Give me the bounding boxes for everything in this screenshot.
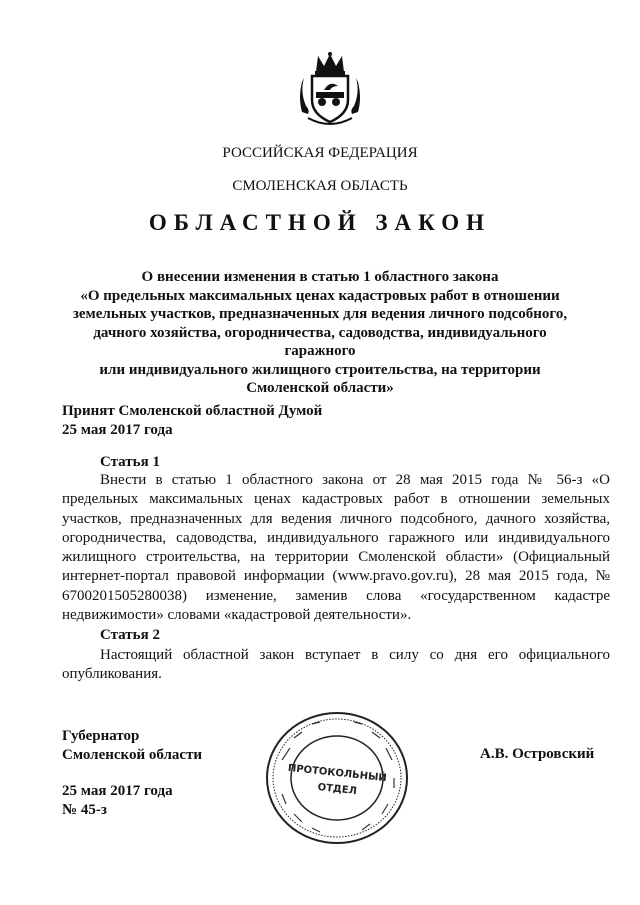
law-title-line: или индивидуального жилищного строительства, на территории: [99, 361, 541, 378]
law-title-line: земельных участков, предназначенных для ведения личного подсобного,: [72, 306, 568, 322]
region-name: СМОЛЕНСКАЯ ОБЛАСТЬ: [232, 178, 408, 194]
law-title-line: «О предельных максимальных ценах кадастровых работ в отношении: [80, 287, 560, 304]
coat-of-arms-icon: [296, 52, 364, 128]
article-1-text: [62, 471, 610, 625]
law-title-line: О внесении изменения в статью 1 областного закона: [141, 269, 499, 285]
article-1-heading: Статья 1: [100, 454, 160, 470]
signatory-position: [62, 727, 202, 765]
law-title-line: Смоленской области»: [246, 380, 394, 396]
document-type-heading: ОБЛАСТНОЙ ЗАКОН: [148, 210, 492, 235]
law-date: 25 мая 2017 года: [62, 783, 173, 799]
position-line: Губернатор: [62, 728, 140, 744]
official-stamp: [262, 708, 412, 848]
article-1-paragraph: Внести в статью 1 областного закона от 28 мая 2015 года № 56-з «О предельных максимальных ценах кадастровых работ в отношении земельных участков, предназначенных для ведения личного подсобного, дачного хозяйства, огородничества, садоводства, индивидуального гаражного или индивидуального жилищного строительства, на территории Смоленской области» (Официальный интернет-портал правовой информации (www.pravo.gov.ru), 28 мая 2015 года, № 6700201505280038) изменение, заменив слова «государственном кадастре недвижимости» словами «кадастровой деятельности».: [62, 472, 610, 624]
position-line: Смоленской области: [62, 747, 203, 763]
signatory-name: А.В. Островский: [480, 746, 595, 762]
stamp-text-line: ПРОТОКОЛЬНЫЙ: [287, 762, 388, 785]
adoption-line: Принят Смоленской областной Думой: [62, 403, 323, 419]
law-title: [60, 268, 580, 398]
article-2-paragraph: Настоящий областной закон вступает в силу со дня его официального опубликования.: [62, 647, 610, 683]
adoption-line: 25 мая 2017 года: [62, 422, 173, 438]
law-number: № 45-з: [62, 802, 107, 818]
law-title-line: дачного хозяйства, огородничества, садоводства, индивидуального гаражного: [93, 324, 547, 359]
article-2-text: [62, 646, 610, 685]
article-2-heading: Статья 2: [100, 627, 160, 643]
country-name: РОССИЙСКАЯ ФЕДЕРАЦИЯ: [222, 145, 418, 161]
stamp-text-line: ОТДЕЛ: [317, 781, 358, 798]
law-date-number: [62, 782, 173, 820]
adoption-note: [62, 402, 322, 440]
